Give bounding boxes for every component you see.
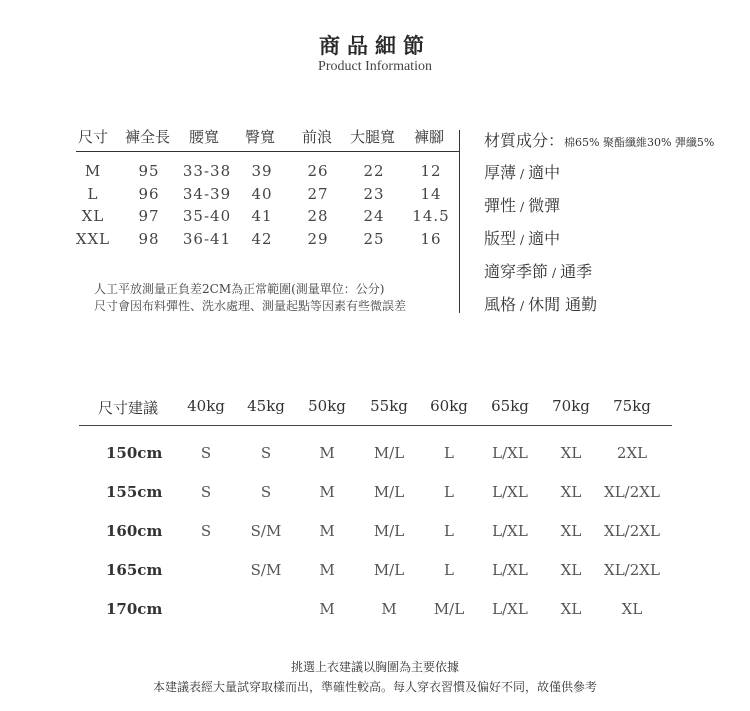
property-value: 適中 [528,229,561,248]
recommend-cell: M/L [373,483,405,501]
property-item [484,292,597,315]
recommend-cell: S [200,483,212,501]
recommend-cell: XL/2XL [604,522,660,540]
property-separator: / [552,266,557,280]
weight-header: 75kg [613,397,651,415]
footer-disclaimer: 本建議表經大量試穿取樣而出，準確性較高。每人穿衣習慣及偏好不同，故僅供參考 [152,680,597,694]
size-cell: 12 [420,162,442,180]
material-value: 棉65% 聚酯纖維30% 彈纖5% [564,136,715,149]
size-column-header: 臀寬 [245,128,276,146]
size-cell: 29 [307,230,329,249]
size-cell: 14.5 [412,207,450,226]
height-row-header: 170cm [106,600,163,618]
property-item [484,160,560,183]
size-cell: M [84,162,102,180]
size-column-header: 尺寸 [78,128,109,146]
recommend-cell: M [319,561,335,579]
size-cell: 26 [307,162,329,180]
property-label: 版型 [484,229,517,248]
size-note: 人工平放測量正負差2CM為正常範圍(測量單位：公分) [94,282,385,296]
recommend-table-divider [79,425,672,426]
recommend-cell: M [319,444,335,462]
material-property [484,128,714,151]
size-cell: 23 [363,184,385,203]
recommend-cell: 2XL [616,444,648,462]
recommend-cell: S/M [250,522,282,540]
size-cell: 98 [138,230,160,249]
size-column-header: 腰寬 [189,128,220,146]
property-separator: / [520,233,525,247]
recommend-cell: M [319,522,335,540]
property-item [484,259,592,282]
property-item [484,193,560,216]
recommend-cell: XL [560,561,582,579]
weight-header: 55kg [370,397,408,415]
weight-header: 60kg [430,397,468,415]
weight-header: 45kg [247,397,285,415]
size-column-header: 褲全長 [125,128,171,146]
recommend-cell: L/XL [492,444,528,462]
recommend-cell: M/L [373,522,405,540]
property-label: 厚薄 [484,163,517,182]
recommend-cell: S [260,444,272,462]
recommend-cell: L/XL [492,522,528,540]
recommend-cell: L [444,522,454,540]
size-cell: 34-39 [182,184,232,203]
recommend-cell: S [260,483,272,501]
size-cell: XL [81,207,105,226]
recommend-cell: M/L [433,600,465,618]
recommend-cell: M [319,600,335,618]
height-row-header: 160cm [106,522,163,540]
size-cell: 28 [307,207,329,226]
size-note: 尺寸會因布料彈性、洗水處理、測量起點等因素有些微誤差 [94,299,407,313]
recommend-cell: L [444,561,454,579]
size-cell: 40 [251,184,273,203]
property-value: 休閒 通勤 [528,295,598,314]
recommend-cell: L/XL [492,483,528,501]
page-title: 商品細節 [319,33,431,58]
property-separator: / [520,200,525,214]
weight-header: 50kg [308,397,346,415]
size-cell: 39 [251,162,273,180]
recommend-cell: XL [560,600,582,618]
size-column-header: 大腿寬 [350,128,396,146]
size-cell: 36-41 [182,230,232,249]
size-column-header: 褲腳 [414,128,445,146]
property-separator: / [520,299,525,313]
size-cell: 35-40 [182,207,232,226]
property-value: 適中 [528,163,561,182]
size-cell: 33-38 [182,162,232,180]
size-cell: 24 [363,207,385,226]
size-cell: XXL [75,230,111,249]
property-value: 通季 [560,262,593,281]
recommend-cell: XL [621,600,643,618]
recommend-cell: XL [560,444,582,462]
recommend-cell: M/L [373,444,405,462]
size-column-header: 前浪 [302,128,333,146]
material-label: 材質成分： [484,131,565,150]
height-row-header: 165cm [106,561,163,579]
weight-header: 65kg [491,397,529,415]
size-cell: 14 [420,184,442,203]
property-item [484,226,560,249]
property-label: 風格 [484,295,517,314]
size-cell: 41 [251,207,273,226]
recommend-cell: L [444,483,454,501]
recommend-cell: M/L [373,561,405,579]
size-cell: L [87,184,99,203]
height-row-header: 150cm [106,444,163,462]
property-label: 彈性 [484,196,517,215]
size-table-divider [76,151,459,152]
size-cell: 96 [138,184,160,203]
weight-header: 70kg [552,397,590,415]
size-cell: 16 [420,230,442,249]
size-cell: 95 [138,162,160,180]
recommend-cell: L [444,444,454,462]
height-row-header: 155cm [106,483,163,501]
recommend-cell: XL/2XL [604,561,660,579]
recommend-cell: S [200,444,212,462]
recommend-cell: XL [560,483,582,501]
recommend-cell: M [381,600,397,618]
footer-note: 挑選上衣建議以胸圍為主要依據 [290,660,459,674]
section-divider [459,130,460,313]
recommend-cell: XL/2XL [604,483,660,501]
size-cell: 22 [363,162,385,180]
property-separator: / [520,167,525,181]
recommend-corner-label: 尺寸建議 [98,399,159,417]
size-cell: 25 [363,230,385,249]
recommend-cell: S/M [250,561,282,579]
recommend-cell: S [200,522,212,540]
recommend-cell: XL [560,522,582,540]
property-value: 微彈 [528,196,561,215]
size-cell: 42 [251,230,273,249]
recommend-cell: L/XL [492,600,528,618]
property-label: 適穿季節 [484,262,549,281]
recommend-cell: L/XL [492,561,528,579]
page-subtitle: Product Information [318,59,432,74]
size-cell: 97 [138,207,160,226]
weight-header: 40kg [187,397,225,415]
size-cell: 27 [307,184,329,203]
recommend-cell: M [319,483,335,501]
